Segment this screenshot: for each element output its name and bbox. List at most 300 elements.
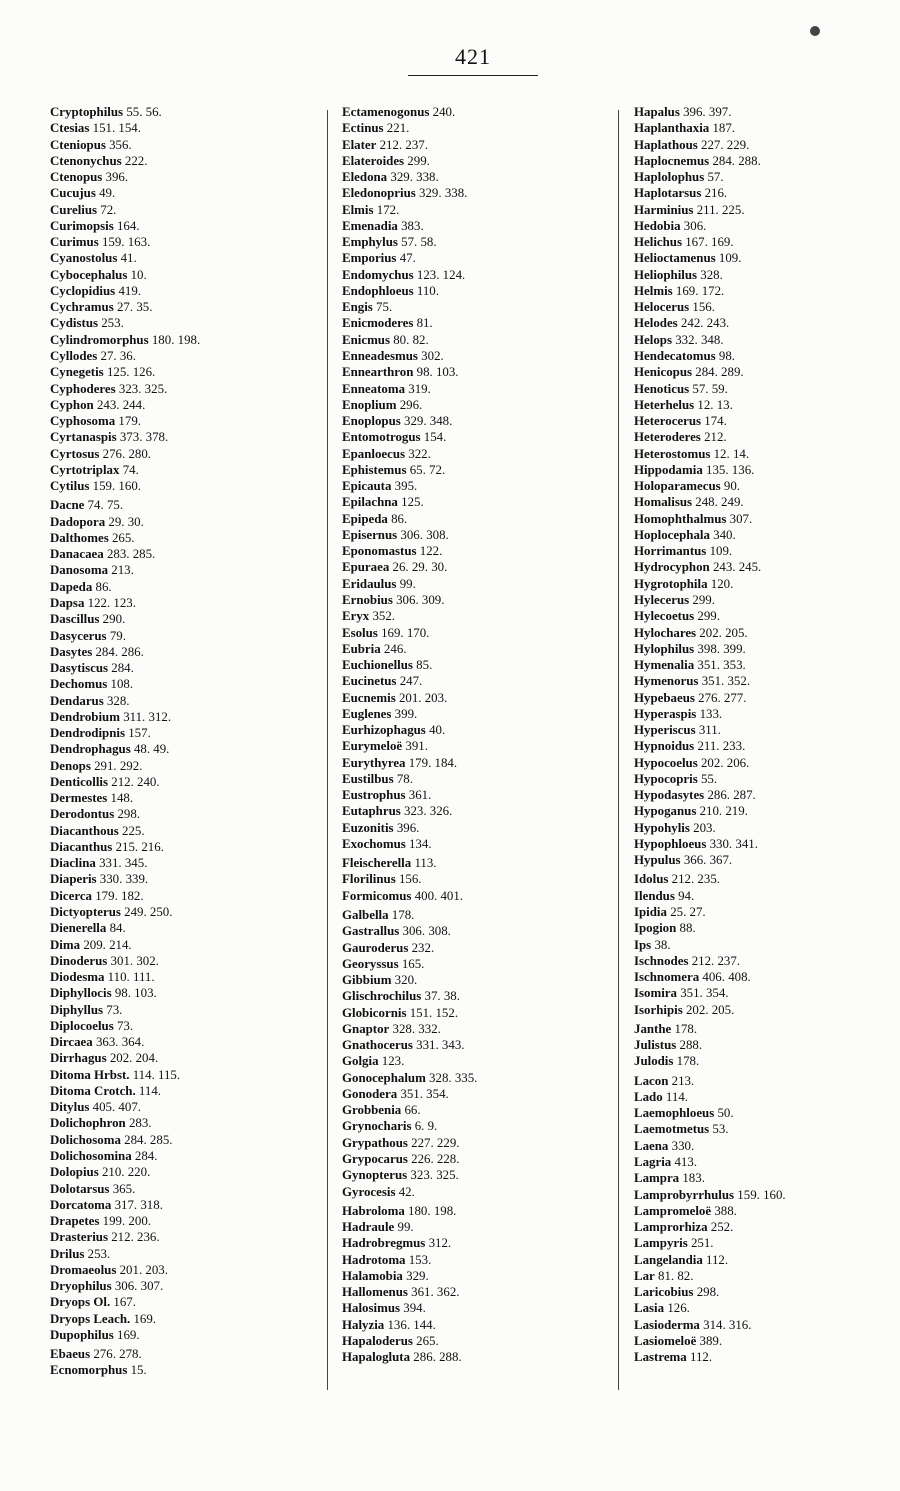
entry-term: Eustilbus	[342, 771, 394, 786]
entry-pages: 167. 169.	[685, 235, 734, 250]
entry-term: Enicmus	[342, 332, 390, 347]
entry-pages: 323. 325.	[410, 1168, 459, 1183]
entry-pages: 98. 103.	[416, 365, 459, 380]
index-entry	[50, 153, 200, 169]
entry-term: Gauroderus	[342, 940, 409, 955]
index-entry	[342, 413, 477, 429]
index-entry	[634, 1333, 786, 1349]
entry-term: Diodesma	[50, 970, 105, 985]
entry-term: Harminius	[634, 202, 694, 217]
entry-pages: 212. 240.	[111, 774, 160, 789]
entry-pages: 419.	[118, 283, 141, 298]
entry-term: Gnathocerus	[342, 1038, 413, 1053]
index-entry	[50, 871, 200, 887]
entry-pages: 288.	[679, 1038, 703, 1053]
entry-pages: 81.	[416, 316, 433, 331]
entry-pages: 332. 348.	[675, 332, 724, 347]
entry-pages: 284. 286.	[95, 644, 144, 659]
entry-term: Helichus	[634, 235, 682, 250]
entry-term: Danosoma	[50, 563, 109, 578]
index-entry	[50, 202, 200, 218]
entry-term: Eurythyrea	[342, 755, 406, 770]
entry-term: Hypophloeus	[634, 836, 707, 851]
entry-term: Dacne	[50, 498, 85, 513]
entry-term: Laemotmetus	[634, 1122, 710, 1137]
index-entry	[634, 1252, 786, 1268]
entry-pages: 159. 163.	[101, 235, 151, 250]
entry-term: Hapaloderus	[342, 1333, 413, 1348]
entry-term: Dendarus	[50, 693, 104, 708]
entry-term: Eucinetus	[342, 674, 397, 689]
index-entry	[50, 315, 200, 331]
index-entry	[634, 169, 786, 185]
entry-term: Engis	[342, 300, 373, 315]
entry-pages: 50.	[717, 1106, 734, 1121]
entry-pages: 296.	[399, 397, 423, 412]
index-entry	[634, 608, 786, 624]
index-entry	[634, 397, 786, 413]
entry-term: Georyssus	[342, 956, 399, 971]
entry-term: Heterocerus	[634, 414, 702, 429]
entry-term: Eucnemis	[342, 690, 396, 705]
entry-pages: 48. 49.	[133, 742, 170, 757]
entry-pages: 156.	[692, 300, 715, 315]
entry-pages: 351. 354.	[400, 1086, 449, 1101]
index-entry	[634, 690, 786, 706]
index-entry	[634, 969, 786, 985]
entry-pages: 394.	[403, 1301, 426, 1316]
entry-term: Enneadesmus	[342, 348, 418, 363]
index-entry	[50, 429, 200, 445]
index-entry	[342, 202, 477, 218]
index-entry	[634, 953, 786, 969]
index-entry	[50, 218, 200, 234]
index-entry	[634, 234, 786, 250]
entry-term: Diaclina	[50, 856, 96, 871]
entry-term: Dendrophagus	[50, 742, 131, 757]
index-entry	[50, 1327, 200, 1343]
entry-pages: 351. 352.	[701, 674, 751, 689]
entry-term: Emenadia	[342, 218, 398, 233]
entry-pages: 243. 244.	[96, 397, 146, 412]
entry-pages: 72.	[100, 202, 117, 217]
entry-pages: 306.	[683, 218, 707, 233]
entry-term: Dolichosomina	[50, 1149, 132, 1163]
entry-pages: 169.	[117, 1327, 140, 1342]
entry-pages: 55. 56.	[126, 105, 162, 119]
entry-term: Hyperaspis	[634, 706, 697, 721]
entry-term: Lamprorhiza	[634, 1220, 708, 1235]
entry-pages: 246.	[383, 641, 407, 656]
index-entry	[50, 595, 200, 611]
index-entry	[50, 823, 200, 839]
index-entry	[50, 169, 200, 185]
entry-term: Enicmoderes	[342, 316, 414, 331]
entry-term: Epicauta	[342, 479, 392, 494]
index-entry	[342, 923, 477, 939]
index-entry	[50, 904, 200, 920]
entry-pages: 164.	[116, 218, 140, 233]
entry-pages: 320.	[394, 973, 418, 988]
index-entry	[342, 234, 477, 250]
entry-term: Hylophilus	[634, 641, 695, 656]
entry-pages: 329. 348.	[404, 414, 453, 429]
entry-term: Dryops Leach.	[50, 1311, 131, 1326]
entry-pages: 12. 13.	[697, 397, 733, 412]
entry-pages: 40.	[429, 723, 446, 738]
index-entry	[634, 299, 786, 315]
entry-term: Eledona	[342, 170, 388, 185]
entry-pages: 179. 182.	[95, 888, 144, 903]
entry-pages: 109.	[709, 544, 733, 559]
entry-pages: 330. 339.	[99, 872, 149, 887]
index-entry	[634, 527, 786, 543]
entry-pages: 10.	[130, 267, 147, 282]
index-entry	[634, 985, 786, 1001]
entry-term: Eridaulus	[342, 576, 397, 591]
index-entry	[634, 1037, 786, 1053]
index-entry	[634, 429, 786, 445]
index-entry	[634, 511, 786, 527]
entry-pages: 212. 237.	[691, 953, 741, 968]
entry-pages: 179. 184.	[408, 755, 458, 770]
index-entry	[50, 299, 200, 315]
entry-pages: 110. 111.	[107, 970, 155, 985]
entry-term: Fleischerella	[342, 856, 412, 871]
index-entry	[342, 1021, 477, 1037]
index-entry	[634, 722, 786, 738]
entry-term: Eustrophus	[342, 788, 406, 803]
index-entry	[50, 1050, 200, 1066]
entry-term: Ditoma Crotch.	[50, 1083, 136, 1098]
entry-term: Ditylus	[50, 1100, 90, 1115]
index-entry	[342, 348, 477, 364]
index-entry	[342, 332, 477, 348]
entry-term: Dascillus	[50, 612, 100, 627]
entry-pages: 202. 206.	[700, 755, 750, 770]
entry-term: Golgia	[342, 1054, 379, 1069]
column-divider	[327, 110, 328, 1390]
entry-pages: 212. 235.	[671, 872, 720, 887]
entry-pages: 331. 343.	[416, 1038, 465, 1053]
entry-term: Hylecoetus	[634, 609, 695, 624]
entry-term: Diacanthus	[50, 839, 113, 854]
entry-term: Diphyllus	[50, 1002, 104, 1017]
entry-term: Heliophilus	[634, 267, 698, 282]
index-entry	[342, 1252, 477, 1268]
entry-pages: 216.	[704, 186, 728, 201]
index-entry	[50, 693, 200, 709]
entry-term: Elater	[342, 137, 377, 152]
entry-pages: 154.	[423, 430, 447, 445]
index-entry	[50, 234, 200, 250]
index-entry	[634, 1053, 786, 1069]
entry-pages: 183.	[682, 1171, 705, 1186]
index-entry	[50, 888, 200, 904]
entry-pages: 88.	[679, 921, 696, 936]
index-entry	[634, 478, 786, 494]
entry-pages: 396.	[105, 170, 129, 185]
entry-term: Dircaea	[50, 1035, 93, 1050]
entry-term: Epuraea	[342, 560, 390, 575]
index-entry	[342, 755, 477, 771]
entry-pages: 78.	[396, 771, 413, 786]
entry-pages: 323. 325.	[118, 381, 168, 396]
index-entry	[634, 1235, 786, 1251]
entry-term: Dupophilus	[50, 1327, 114, 1342]
index-entry	[634, 820, 786, 836]
entry-pages: 284. 289.	[695, 365, 744, 380]
entry-term: Hygrotophila	[634, 576, 708, 591]
entry-term: Hymenalia	[634, 658, 695, 673]
entry-pages: 284.	[111, 661, 134, 676]
entry-pages: 57.	[707, 170, 724, 185]
entry-pages: 202. 204.	[109, 1051, 159, 1066]
entry-term: Laemophloeus	[634, 1106, 715, 1121]
index-entry	[50, 660, 200, 676]
index-entry	[634, 625, 786, 641]
index-entry	[50, 104, 200, 120]
entry-pages: 73.	[116, 1018, 134, 1033]
index-entry	[342, 1037, 477, 1053]
index-entry	[50, 250, 200, 266]
index-entry	[50, 1034, 200, 1050]
entry-term: Dolopius	[50, 1165, 99, 1180]
index-entry	[342, 608, 477, 624]
entry-pages: 98.	[718, 348, 735, 363]
entry-pages: 27. 36.	[100, 348, 136, 363]
index-entry	[634, 592, 786, 608]
entry-term: Eurymeloë	[342, 739, 403, 754]
entry-pages: 298.	[696, 1285, 720, 1300]
entry-term: Cybocephalus	[50, 267, 128, 282]
index-entry	[50, 709, 200, 725]
entry-pages: 85.	[416, 658, 433, 673]
entry-term: Globicornis	[342, 1005, 407, 1020]
index-entry	[50, 1278, 200, 1294]
entry-term: Hypoganus	[634, 804, 697, 819]
index-entry	[50, 1197, 200, 1213]
entry-pages: 251.	[690, 1236, 714, 1251]
index-entry	[634, 1349, 786, 1365]
entry-term: Euglenes	[342, 706, 392, 721]
entry-pages: 174.	[704, 414, 727, 429]
entry-term: Eubria	[342, 641, 381, 656]
entry-term: Haplocnemus	[634, 153, 710, 168]
entry-pages: 86.	[391, 511, 408, 526]
entry-term: Hadrotoma	[342, 1252, 406, 1267]
index-entry	[634, 852, 786, 868]
index-entry	[50, 348, 200, 364]
entry-pages: 265.	[416, 1333, 439, 1348]
entry-pages: 27. 35.	[116, 300, 153, 315]
index-entry	[634, 904, 786, 920]
index-entry	[634, 755, 786, 771]
entry-term: Ilendus	[634, 888, 675, 903]
index-entry	[50, 137, 200, 153]
index-entry	[50, 530, 200, 546]
entry-term: Cydistus	[50, 316, 98, 331]
entry-pages: 122. 123.	[87, 595, 136, 610]
index-entry	[342, 956, 477, 972]
entry-term: Lampyris	[634, 1236, 688, 1251]
entry-term: Ctenonychus	[50, 153, 122, 168]
index-entry	[634, 1268, 786, 1284]
entry-pages: 49.	[99, 186, 116, 201]
index-entry	[634, 185, 786, 201]
index-entry	[342, 381, 477, 397]
index-column-1	[50, 104, 200, 1379]
entry-pages: 283. 285.	[106, 547, 156, 562]
index-entry	[634, 1284, 786, 1300]
index-entry	[50, 1346, 200, 1362]
index-entry	[342, 625, 477, 641]
index-entry	[50, 1294, 200, 1310]
entry-term: Diaperis	[50, 872, 97, 887]
entry-term: Lamprobyrrhulus	[634, 1187, 735, 1202]
entry-term: Grynocharis	[342, 1119, 412, 1134]
index-entry	[50, 1181, 200, 1197]
index-entry	[634, 1317, 786, 1333]
index-entry	[50, 120, 200, 136]
entry-term: Dapsa	[50, 595, 85, 610]
index-entry	[342, 988, 477, 1004]
entry-term: Formicomus	[342, 888, 412, 903]
entry-term: Cyphosoma	[50, 414, 116, 429]
entry-term: Halamobia	[342, 1268, 403, 1283]
index-entry	[342, 1284, 477, 1300]
entry-pages: 284. 288.	[712, 153, 761, 168]
entry-pages: 396.	[396, 820, 420, 835]
entry-term: Dima	[50, 937, 81, 952]
entry-term: Isomira	[634, 986, 677, 1001]
entry-term: Danacaea	[50, 547, 104, 562]
entry-pages: 249. 250.	[124, 905, 173, 920]
entry-term: Cyrtanaspis	[50, 430, 117, 445]
entry-term: Heteroderes	[634, 430, 701, 445]
entry-term: Dechomus	[50, 677, 108, 692]
index-entry	[342, 690, 477, 706]
entry-term: Holoparamecus	[634, 479, 721, 494]
entry-pages: 317. 318.	[114, 1197, 163, 1212]
index-entry	[50, 562, 200, 578]
entry-pages: 57. 58.	[401, 235, 437, 250]
entry-pages: 135. 136.	[706, 462, 755, 477]
index-entry	[342, 299, 477, 315]
entry-pages: 213.	[671, 1073, 695, 1088]
entry-pages: 226. 228.	[411, 1152, 460, 1166]
entry-term: Gynopterus	[342, 1168, 408, 1183]
index-entry	[634, 1170, 786, 1186]
entry-pages: 298.	[117, 807, 141, 822]
entry-pages: 212. 236.	[111, 1230, 160, 1245]
entry-pages: 120.	[710, 576, 734, 591]
entry-term: Lar	[634, 1268, 655, 1283]
entry-term: Hydrocyphon	[634, 560, 710, 575]
entry-pages: 328.	[700, 267, 723, 282]
index-entry	[634, 1219, 786, 1235]
entry-pages: 178.	[391, 908, 415, 923]
entry-term: Dasytes	[50, 644, 93, 659]
entry-term: Dinoderus	[50, 953, 108, 968]
index-entry	[634, 559, 786, 575]
entry-pages: 366. 367.	[683, 853, 733, 868]
entry-term: Derodontus	[50, 807, 115, 822]
index-entry	[50, 676, 200, 692]
entry-pages: 136. 144.	[387, 1317, 436, 1332]
index-entry	[50, 185, 200, 201]
entry-pages: 352.	[372, 609, 396, 624]
entry-term: Hypebaeus	[634, 690, 695, 705]
index-entry	[50, 1132, 200, 1148]
index-entry	[634, 1002, 786, 1018]
index-entry	[342, 543, 477, 559]
entry-pages: 306. 308.	[402, 924, 451, 939]
index-entry	[50, 462, 200, 478]
entry-term: Curimus	[50, 235, 99, 250]
index-entry	[634, 836, 786, 852]
entry-pages: 413.	[674, 1155, 698, 1169]
entry-term: Lagria	[634, 1155, 672, 1169]
entry-pages: 247.	[399, 674, 423, 689]
entry-pages: 406. 408.	[702, 970, 751, 985]
entry-term: Hypodasytes	[634, 788, 705, 803]
entry-term: Dorcatoma	[50, 1197, 112, 1212]
entry-term: Elmis	[342, 202, 374, 217]
entry-pages: 340.	[713, 527, 736, 542]
entry-term: Laricobius	[634, 1285, 694, 1300]
index-entry	[634, 771, 786, 787]
entry-pages: 361.	[408, 788, 432, 803]
entry-pages: 389.	[699, 1333, 723, 1348]
entry-term: Ips	[634, 937, 652, 952]
entry-pages: 98. 103.	[114, 986, 157, 1001]
entry-pages: 398. 399.	[697, 641, 746, 656]
index-entry	[342, 315, 477, 331]
index-entry	[50, 267, 200, 283]
entry-term: Hadrobregmus	[342, 1236, 426, 1251]
entry-term: Gonodera	[342, 1086, 398, 1101]
index-entry	[634, 1105, 786, 1121]
entry-term: Ecnomorphus	[50, 1363, 128, 1378]
entry-term: Lasioderma	[634, 1317, 700, 1332]
entry-term: Haplotarsus	[634, 186, 702, 201]
entry-pages: 388.	[714, 1203, 737, 1218]
entry-pages: 37. 38.	[424, 989, 460, 1004]
entry-term: Eponomastus	[342, 544, 417, 559]
entry-term: Ischnodes	[634, 953, 689, 968]
index-entry	[342, 1219, 477, 1235]
index-entry	[342, 364, 477, 380]
index-entry	[634, 250, 786, 266]
index-entry	[342, 1102, 477, 1118]
entry-pages: 312.	[428, 1236, 452, 1251]
entry-pages: 180. 198.	[408, 1203, 457, 1218]
entry-term: Dendrobium	[50, 709, 120, 724]
index-entry	[50, 381, 200, 397]
index-entry	[50, 758, 200, 774]
index-entry	[634, 1138, 786, 1154]
entry-pages: 74. 75.	[87, 498, 124, 513]
entry-pages: 125.	[401, 495, 424, 510]
index-entry	[342, 1070, 477, 1086]
entry-pages: 222.	[124, 153, 148, 168]
index-entry	[342, 446, 477, 462]
index-entry	[342, 673, 477, 689]
index-entry	[342, 397, 477, 413]
entry-term: Florilinus	[342, 872, 396, 887]
entry-pages: 329.	[406, 1268, 429, 1283]
